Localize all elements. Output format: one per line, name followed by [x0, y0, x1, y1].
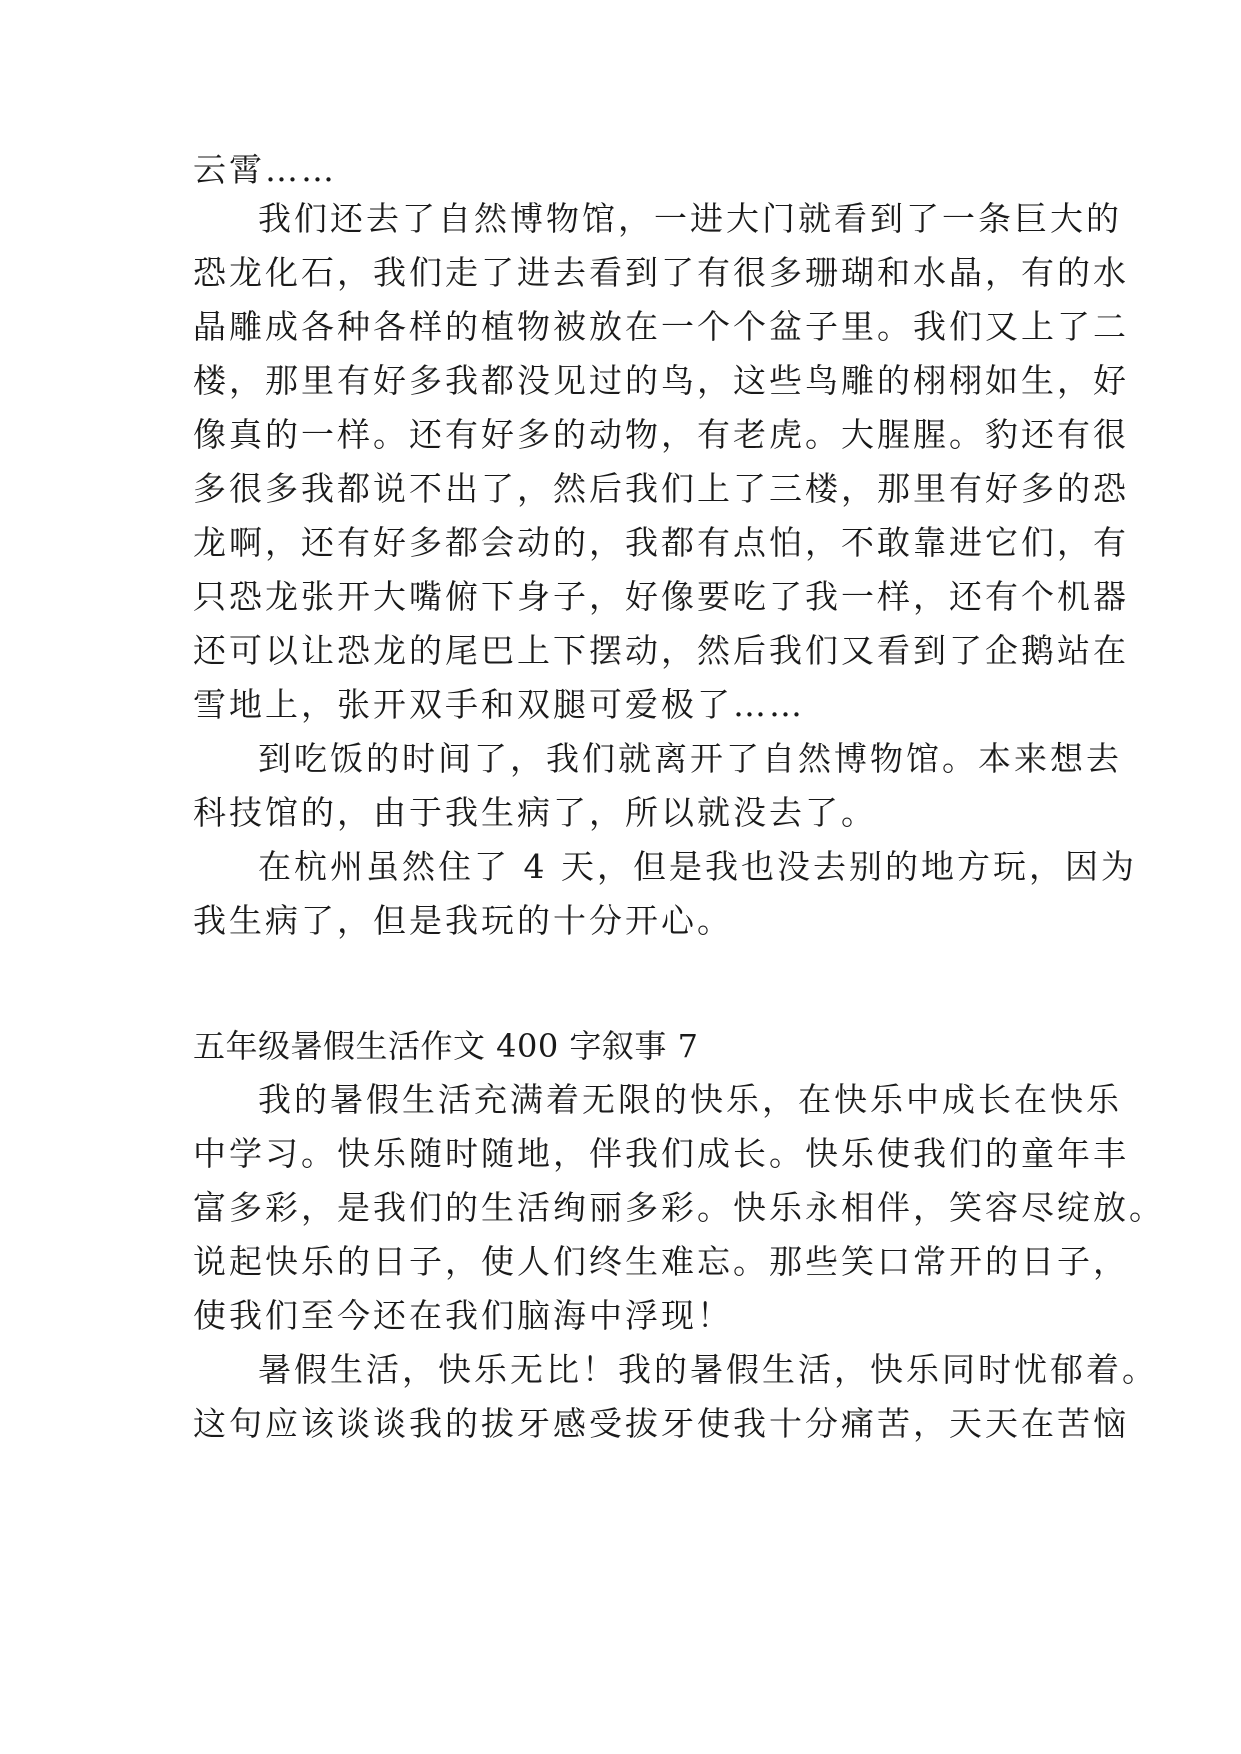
- text-line: 富多彩，是我们的生活绚丽多彩。快乐永相伴，笑容尽绽放。: [193, 1188, 1165, 1227]
- text-line: 云霄……: [193, 150, 337, 189]
- text-line: 这句应该谈谈我的拔牙感受拔牙使我十分痛苦，天天在苦恼: [193, 1404, 1129, 1443]
- text-line: 像真的一样。还有好多的动物，有老虎。大腥腥。豹还有很: [193, 415, 1129, 454]
- text-line: 晶雕成各种各样的植物被放在一个个盆子里。我们又上了二: [193, 307, 1129, 346]
- text-line: 说起快乐的日子，使人们终生难忘。那些笑口常开的日子，: [193, 1242, 1129, 1281]
- text-line: 楼，那里有好多我都没见过的鸟，这些鸟雕的栩栩如生，好: [193, 361, 1129, 400]
- text-line: 多很多我都说不出了，然后我们上了三楼，那里有好多的恐: [193, 469, 1129, 508]
- paragraph-start: 暑假生活，快乐无比！我的暑假生活，快乐同时忧郁着。: [258, 1350, 1158, 1389]
- text-line: 使我们至今还在我们脑海中浮现！: [193, 1296, 733, 1335]
- paragraph-start: 到吃饭的时间了，我们就离开了自然博物馆。本来想去: [258, 739, 1122, 778]
- paragraph-start: 我的暑假生活充满着无限的快乐，在快乐中成长在快乐: [258, 1080, 1122, 1119]
- text-line: 中学习。快乐随时随地，伴我们成长。快乐使我们的童年丰: [193, 1134, 1129, 1173]
- text-line: 恐龙化石，我们走了进去看到了有很多珊瑚和水晶，有的水: [193, 253, 1129, 292]
- text-line: 还可以让恐龙的尾巴上下摆动，然后我们又看到了企鹅站在: [193, 631, 1129, 670]
- text-line: 龙啊，还有好多都会动的，我都有点怕，不敢靠进它们，有: [193, 523, 1129, 562]
- section-heading: 五年级暑假生活作文 400 字叙事 7: [193, 1027, 699, 1065]
- paragraph-start: 在杭州虽然住了 4 天，但是我也没去别的地方玩，因为: [258, 847, 1137, 886]
- text-line: 科技馆的，由于我生病了，所以就没去了。: [193, 793, 877, 832]
- text-line: 雪地上，张开双手和双腿可爱极了……: [193, 685, 805, 724]
- paragraph-start: 我们还去了自然博物馆，一进大门就看到了一条巨大的: [258, 199, 1122, 238]
- text-line: 我生病了，但是我玩的十分开心。: [193, 901, 733, 940]
- text-line: 只恐龙张开大嘴俯下身子，好像要吃了我一样，还有个机器: [193, 577, 1129, 616]
